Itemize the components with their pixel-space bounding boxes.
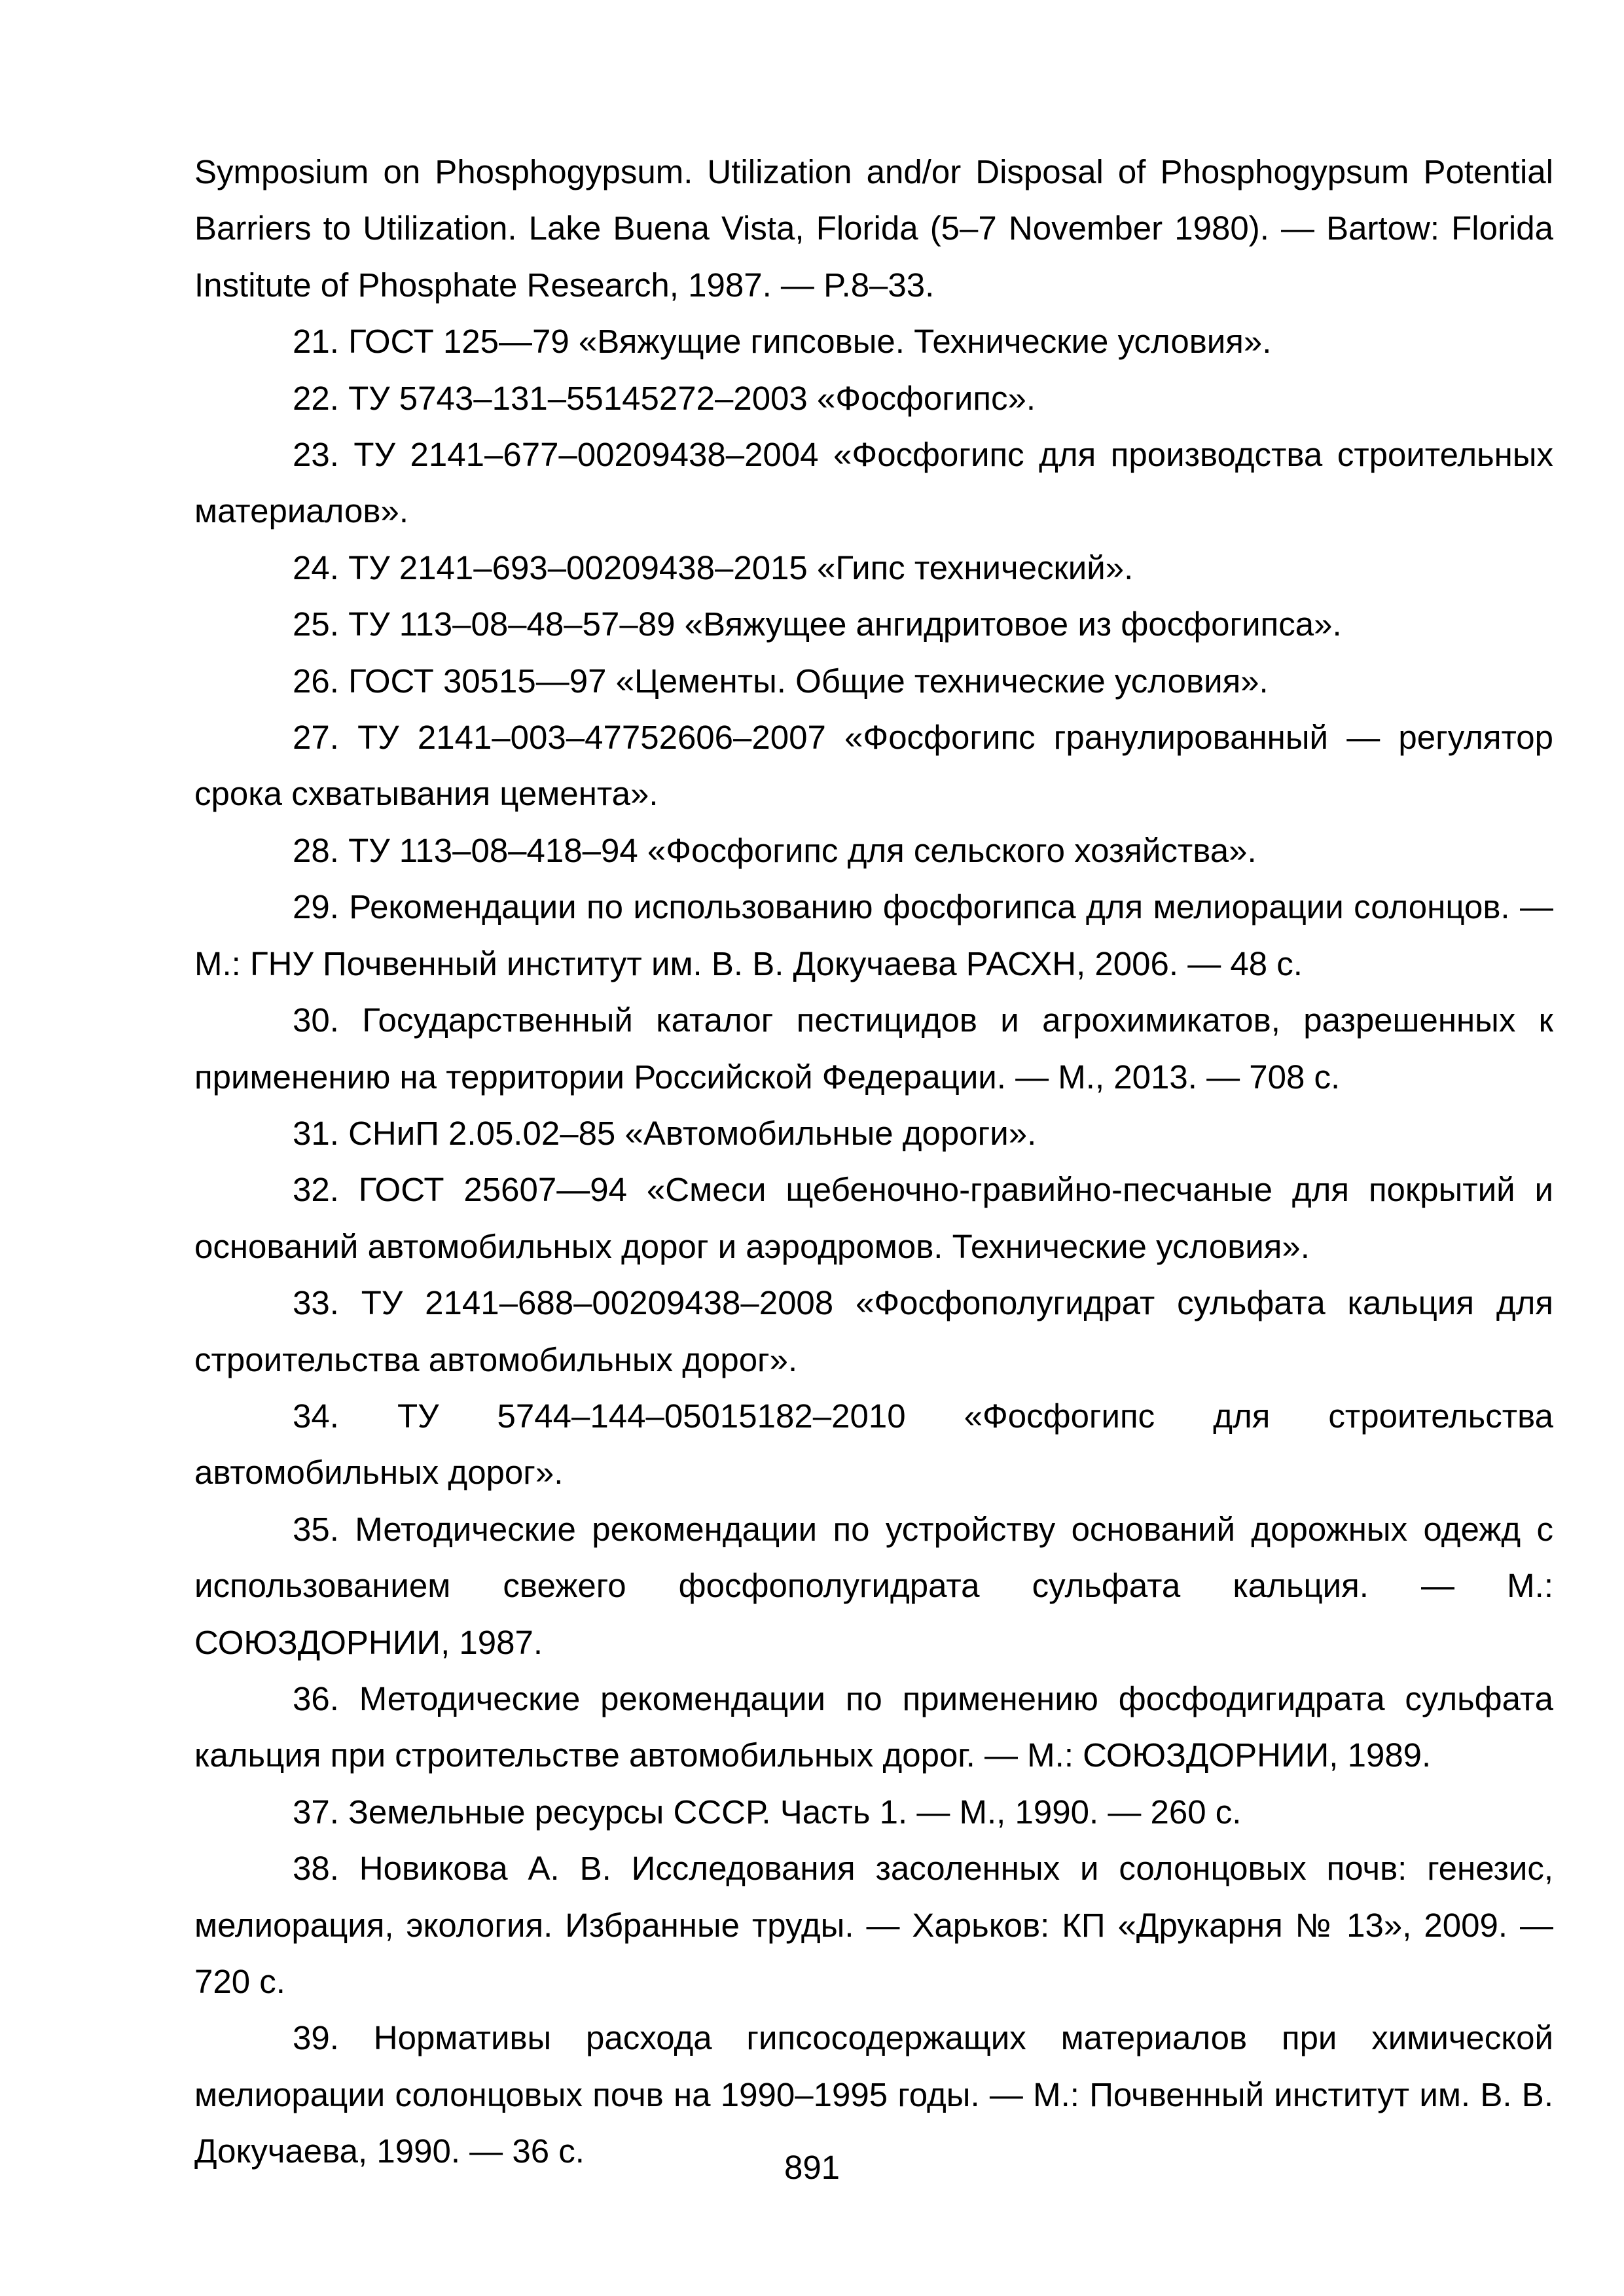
reference-item-39: 39. Нормативы расхода гипсосодержащих материалов при химической мелиорации солонцовых почв на 1990–1995 годы. — М.: Почвенный институт им. В. В. Докучаева, 1990. — 36 с. <box>194 2019 1553 2170</box>
reference-item-33: 33. ТУ 2141–688–00209438–2008 «Фосфополугидрат сульфата кальция для строительства автомобильных дорог». <box>194 1284 1553 1378</box>
reference-item-23: 23. ТУ 2141–677–00209438–2004 «Фосфогипс для производства строительных материалов». <box>194 436 1553 530</box>
reference-item-21: 21. ГОСТ 125—79 «Вяжущие гипсовые. Технические условия». <box>293 323 1272 361</box>
reference-item-35: 35. Методические рекомендации по устройству оснований дорожных одежд с использованием свежего фосфополугидрата сульфата кальция. — М.: СОЮЗДОРНИИ, 1987. <box>194 1510 1553 1661</box>
reference-list <box>194 144 1553 2180</box>
reference-item-26: 26. ГОСТ 30515—97 «Цементы. Общие технические условия». <box>293 662 1269 700</box>
page-number: 891 <box>784 2149 840 2186</box>
reference-item-28: 28. ТУ 113–08–418–94 «Фосфогипс для сельского хозяйства». <box>293 831 1257 869</box>
reference-item-32: 32. ГОСТ 25607—94 «Смеси щебеночно-гравийно-песчаные для покрытий и оснований автомобильных дорог и аэродромов. Технические условия». <box>194 1171 1553 1265</box>
reference-item-24: 24. ТУ 2141–693–00209438–2015 «Гипс технический». <box>293 548 1134 586</box>
reference-item-38: 38. Новикова А. В. Исследования засоленных и солонцовых почв: генезис, мелиорация, экология. Избранные труды. — Харьков: КП «Друкарня № 13», 2009. — 720 с. <box>194 1850 1553 2000</box>
reference-continuation: Symposium on Phosphogypsum. Utilization and/or Disposal of Phosphogypsum Potential Barriers to Utilization. Lake Buena Vista, Florida (5–7 November 1980). — Bartow: Florida Institute of Phosphate Research, 1987. — P.8–33. <box>194 153 1553 304</box>
reference-item-22: 22. ТУ 5743–131–55145272–2003 «Фосфогипс». <box>293 379 1036 417</box>
reference-item-31: 31. СНиП 2.05.02–85 «Автомобильные дороги». <box>293 1114 1037 1152</box>
reference-item-37: 37. Земельные ресурсы СССР. Часть 1. — М., 1990. — 260 с. <box>293 1793 1242 1831</box>
reference-item-29: 29. Рекомендации по использованию фосфогипса для мелиорации солонцов. — М.: ГНУ Почвенный институт им. В. В. Докучаева РАСХН, 2006. — 48 с. <box>194 888 1553 982</box>
reference-item-36: 36. Методические рекомендации по применению фосфодигидрата сульфата кальция при строительстве автомобильных дорог. — М.: СОЮЗДОРНИИ, 1989. <box>194 1679 1553 1774</box>
reference-item-25: 25. ТУ 113–08–48–57–89 «Вяжущее ангидритовое из фосфогипса». <box>293 605 1342 643</box>
reference-item-34: 34. ТУ 5744–144–05015182–2010 «Фосфогипс для строительства автомобильных дорог». <box>194 1397 1553 1492</box>
reference-item-30: 30. Государственный каталог пестицидов и агрохимикатов, разрешенных к применению на территории Российской Федерации. — М., 2013. — 708 с. <box>194 1001 1553 1096</box>
reference-item-27: 27. ТУ 2141–003–47752606–2007 «Фосфогипс гранулированный — регулятор срока схватывания цемента». <box>194 719 1553 813</box>
